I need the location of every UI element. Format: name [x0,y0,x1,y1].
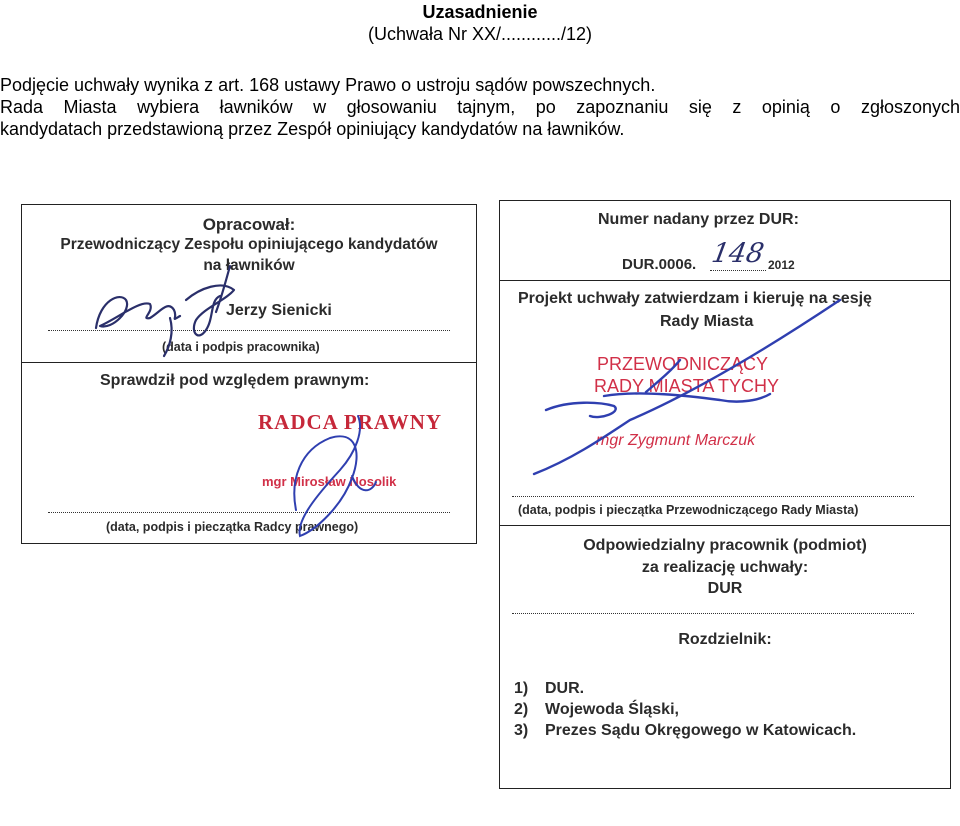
distribution-item: Wojewoda Śląski, [545,701,679,718]
signature-line [512,496,914,497]
approval-caption: (data, podpis i pieczątka Przewodniczącego Rady Miasta) [518,503,859,517]
number-handwritten: 148 [709,238,767,269]
justification-paragraph [0,74,960,140]
distribution-number: 3) [514,722,529,739]
divider [499,280,951,281]
responsible-heading: Odpowiedzialny pracownik (podmiot) [583,537,867,554]
paragraph-line: Rada Miasta wybiera ławników w głosowaniu tajnym, po zapoznaniu się z opinią o zgłoszonych [0,97,960,117]
chairman-stamp-name: mgr Zygmunt Marczuk [596,432,756,449]
signature-line [48,330,450,331]
responsible-unit: DUR [707,580,743,597]
document-title: Uzasadnienie [422,2,538,22]
legal-stamp-name: mgr Mirosław Nosolik [262,474,397,489]
legal-stamp: RADCA PRAWNY [258,410,443,434]
number-dots [710,270,766,271]
distribution-item: DUR. [545,680,585,697]
separator-dots [512,613,914,614]
divider [21,362,477,363]
prepared-role: Przewodniczący Zespołu opiniującego kandydatów [60,236,438,253]
approval-text-2: Rady Miasta [660,313,754,330]
divider [499,525,951,526]
prepared-role-2: na ławników [203,257,295,274]
approval-text: Projekt uchwały zatwierdzam i kieruję na sesję [518,290,872,307]
prepared-heading: Opracował: [202,215,296,234]
resolution-number: (Uchwała Nr XX/............/12) [367,24,593,44]
chairman-stamp: PRZEWODNICZĄCY [597,354,768,374]
distribution-item: Prezes Sądu Okręgowego w Katowicach. [545,722,857,739]
legal-heading: Sprawdził pod względem prawnym: [100,372,370,389]
number-year: 2012 [768,258,795,272]
number-prefix: DUR.0006. [622,256,697,273]
preparer-caption: (data i podpis pracownika) [162,340,320,354]
chairman-stamp-2: RADY MIASTA TYCHY [594,376,780,396]
distribution-number: 1) [514,680,529,697]
paragraph-line: kandydatach przedstawioną przez Zespół opiniujący kandydatów na ławników. [0,119,625,139]
responsible-heading-2: za realizację uchwały: [641,559,809,576]
signature-line [48,512,450,513]
preparer-name: Jerzy Sienicki [226,302,332,319]
number-heading: Numer nadany przez DUR: [598,211,799,228]
distribution-heading: Rozdzielnik: [678,631,772,648]
distribution-number: 2) [514,701,529,718]
legal-caption: (data, podpis i pieczątka Radcy prawnego) [106,520,359,534]
paragraph-line: Podjęcie uchwały wynika z art. 168 ustawy Prawo o ustroju sądów powszechnych. [0,75,656,95]
